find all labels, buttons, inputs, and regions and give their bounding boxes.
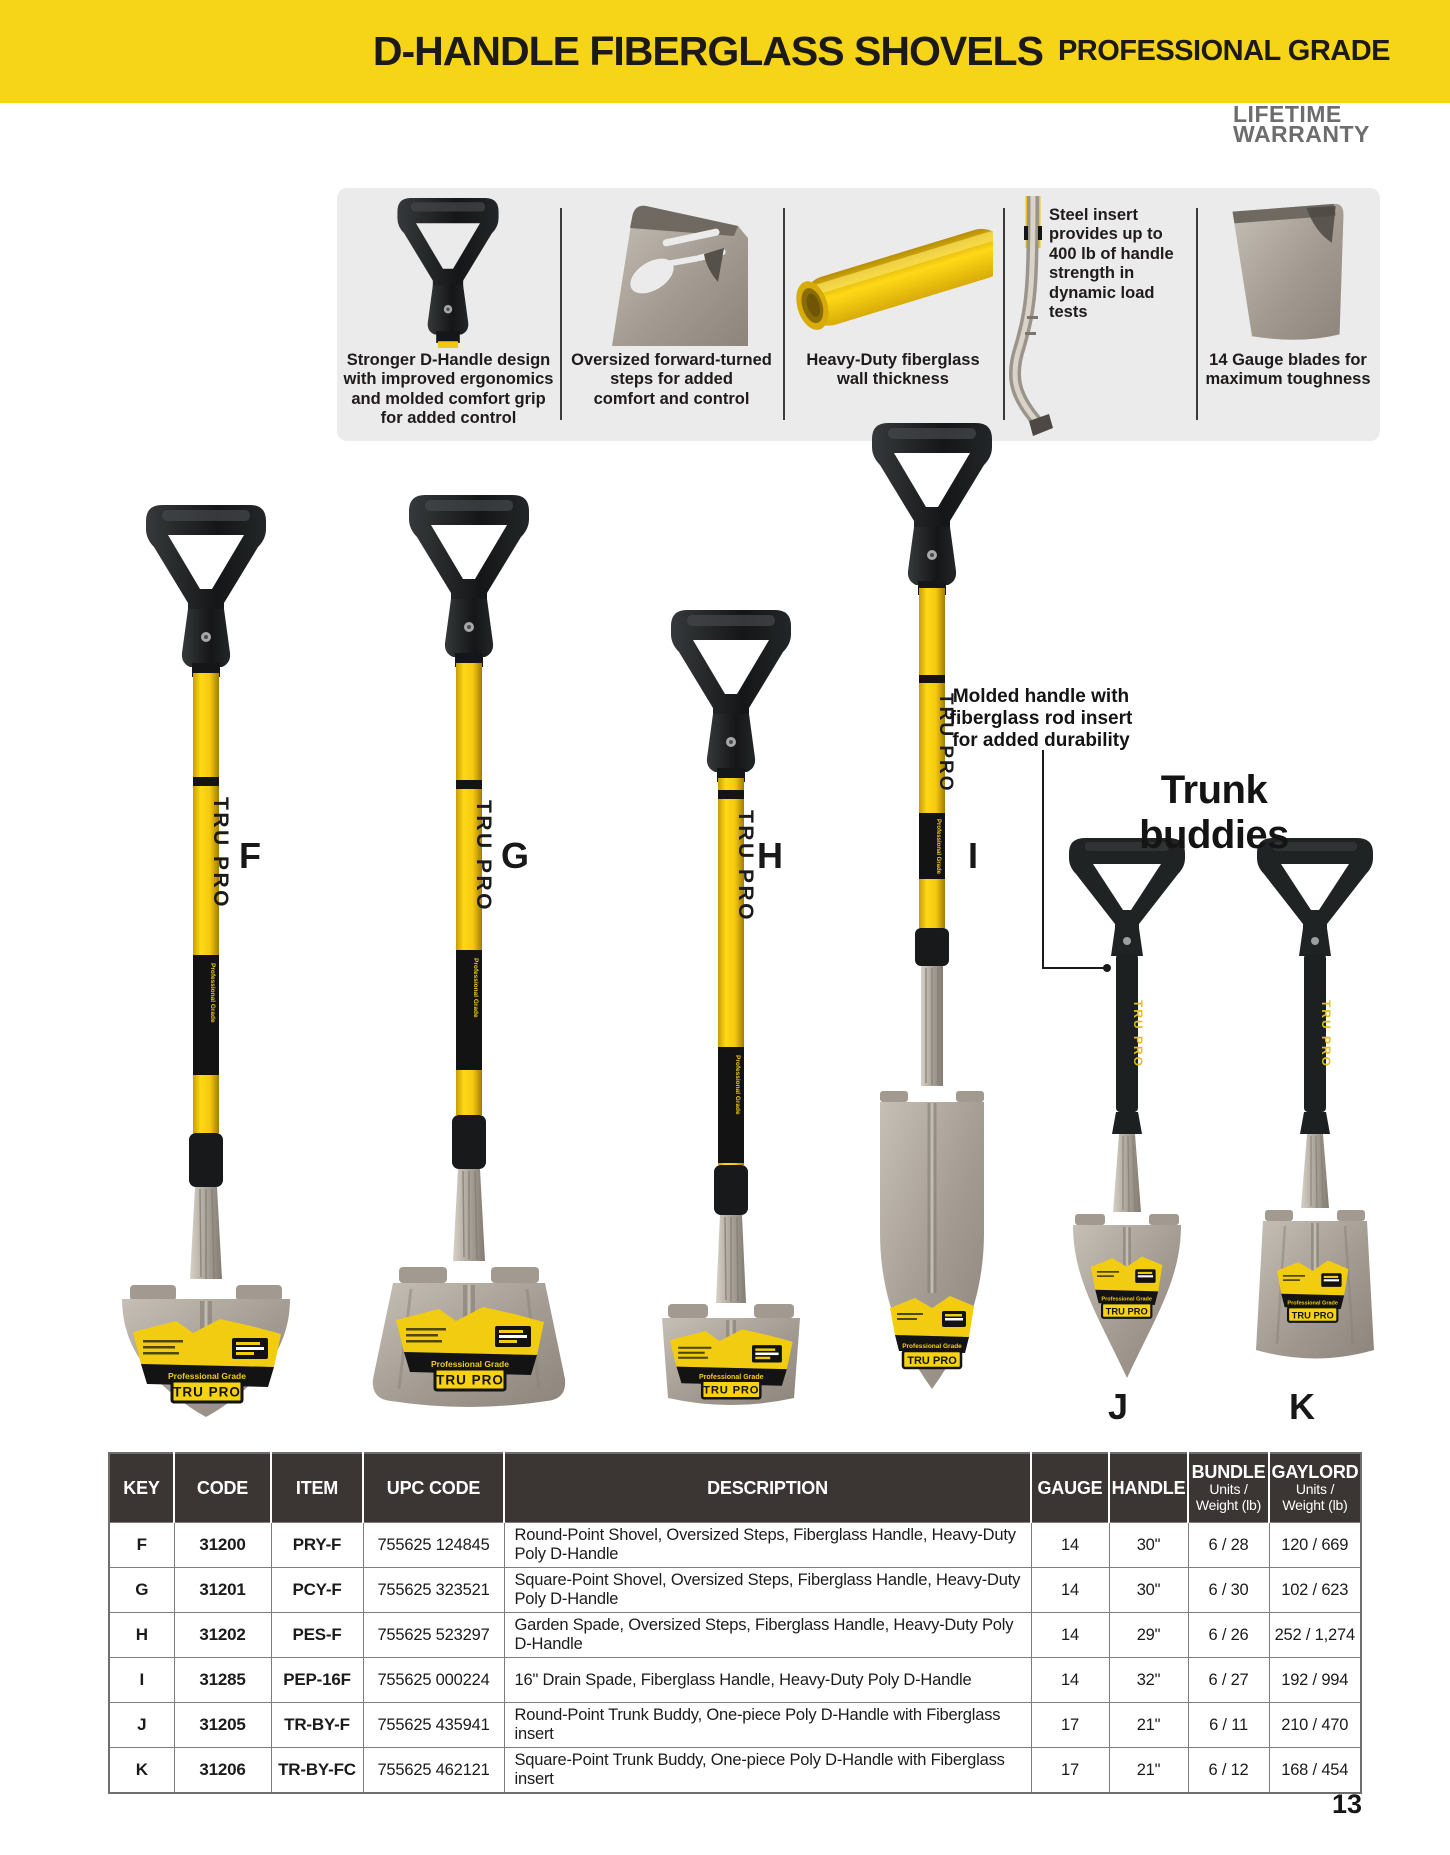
table-row xyxy=(109,1748,1361,1794)
cell-gaylord: 252 / 1,274 xyxy=(1269,1613,1361,1658)
page-number: 13 xyxy=(1332,1789,1363,1819)
cell-code: 31285 xyxy=(174,1658,271,1703)
cell-gaylord: 210 / 470 xyxy=(1269,1703,1361,1748)
feature-caption: Heavy-Duty fiberglass wall thickness xyxy=(806,351,980,389)
cell-gaylord: 120 / 669 xyxy=(1269,1523,1361,1568)
cell-handle: 21" xyxy=(1109,1748,1188,1794)
blade-square-point xyxy=(373,1267,565,1407)
fiberglass-tube-icon xyxy=(793,222,993,342)
cell-bundle: 6 / 26 xyxy=(1188,1613,1269,1658)
col-gauge: GAUGE xyxy=(1031,1453,1109,1523)
table-row xyxy=(109,1658,1361,1703)
cell-upc: 755625 523297 xyxy=(363,1613,504,1658)
shaft-brand: TRU PRO xyxy=(209,797,232,909)
cell-upc: 755625 124845 xyxy=(363,1523,504,1568)
warranty-line: LIFETIME xyxy=(1233,101,1342,127)
cell-item: PES-F xyxy=(271,1613,363,1658)
table-row xyxy=(109,1613,1361,1658)
shaft-grade: Professional Grade xyxy=(935,819,941,875)
cell-upc: 755625 000224 xyxy=(363,1658,504,1703)
steel-insert-shaft-icon xyxy=(1003,196,1055,436)
cell-key: F xyxy=(109,1523,174,1568)
cell-handle: 21" xyxy=(1109,1703,1188,1748)
blade-drain-spade xyxy=(880,1091,984,1389)
cell-bundle: 6 / 28 xyxy=(1188,1523,1269,1568)
cell-gaylord: 168 / 454 xyxy=(1269,1748,1361,1794)
shovel-g-square-point xyxy=(369,495,569,1415)
cell-code: 31205 xyxy=(174,1703,271,1748)
table-row xyxy=(109,1568,1361,1613)
page-subtitle: PROFESSIONAL GRADE xyxy=(1057,35,1390,67)
cell-item: PCY-F xyxy=(271,1568,363,1613)
cell-code: 31202 xyxy=(174,1613,271,1658)
shovel-i-drain-spade xyxy=(872,423,992,1398)
blade-round-point-small xyxy=(1073,1214,1181,1378)
shaft-brand: TRU PRO xyxy=(1319,1000,1333,1068)
shaft-brand: TRU PRO xyxy=(1131,1000,1145,1068)
cell-key: H xyxy=(109,1613,174,1658)
shovel-k-trunk-buddy-square xyxy=(1252,838,1378,1378)
blade-round-point xyxy=(122,1285,290,1417)
feature-caption: Oversized forward-turned steps for added comfort and control xyxy=(571,351,772,408)
feature-strip xyxy=(337,188,1380,441)
cell-description: Square-Point Trunk Buddy, One-piece Poly D-Handle with Fiberglass insert xyxy=(504,1748,1031,1794)
d-handle-icon xyxy=(397,198,499,348)
feature-panel-d-handle xyxy=(337,188,560,441)
cell-handle: 30" xyxy=(1109,1523,1188,1568)
cell-key: G xyxy=(109,1568,174,1613)
cell-gauge: 17 xyxy=(1031,1748,1109,1794)
cell-handle: 32" xyxy=(1109,1658,1188,1703)
key-label-h: H xyxy=(757,835,783,876)
cell-item: TR-BY-F xyxy=(271,1703,363,1748)
key-label-g: G xyxy=(500,835,530,876)
feature-panel-steel-insert xyxy=(1003,188,1196,441)
col-handle: HANDLE xyxy=(1109,1453,1188,1523)
shaft-grade: Professional Grade xyxy=(209,963,216,1023)
col-gaylord: GAYLORD Units / Weight (lb) xyxy=(1269,1453,1361,1523)
key-label-k: K xyxy=(1289,1386,1315,1427)
cell-item: PRY-F xyxy=(271,1523,363,1568)
cell-bundle: 6 / 12 xyxy=(1188,1748,1269,1794)
shaft-brand: TRU PRO xyxy=(734,810,757,922)
cell-key: J xyxy=(109,1703,174,1748)
shaft-brand: TRU PRO xyxy=(472,800,495,912)
molded-handle-annotation: Molded handle with fiberglass rod insert for added durability xyxy=(949,686,1133,751)
shovel-f-round-point xyxy=(116,505,296,1420)
feature-panel-gauge xyxy=(1196,188,1380,441)
cell-gauge: 14 xyxy=(1031,1523,1109,1568)
feature-panel-steps xyxy=(560,188,783,441)
cell-handle: 30" xyxy=(1109,1568,1188,1613)
cell-description: 16" Drain Spade, Fiberglass Handle, Heavy-Duty Poly D-Handle xyxy=(504,1658,1031,1703)
cell-key: K xyxy=(109,1748,174,1794)
feature-caption: Steel insert provides up to 400 lb of handle strength in dynamic load tests xyxy=(1049,206,1174,322)
cell-gauge: 14 xyxy=(1031,1568,1109,1613)
cell-item: TR-BY-FC xyxy=(271,1748,363,1794)
cell-code: 31206 xyxy=(174,1748,271,1794)
lifetime-warranty-badge xyxy=(1233,101,1370,147)
cell-bundle: 6 / 11 xyxy=(1188,1703,1269,1748)
blade-steps-icon xyxy=(600,196,750,346)
shaft-brand: TRU PRO xyxy=(935,693,956,793)
table-row xyxy=(109,1523,1361,1568)
cell-gauge: 17 xyxy=(1031,1703,1109,1748)
warranty-line: WARRANTY xyxy=(1233,121,1370,147)
blade-square-point-small xyxy=(1256,1210,1374,1359)
trunk-buddies-heading: Trunk buddies xyxy=(1139,768,1289,857)
feature-panel-fiberglass xyxy=(783,188,1003,441)
page-title: D-HANDLE FIBERGLASS SHOVELS xyxy=(372,28,1043,74)
cell-upc: 755625 435941 xyxy=(363,1703,504,1748)
cell-handle: 29" xyxy=(1109,1613,1188,1658)
shaft-grade: Professional Grade xyxy=(734,1055,741,1115)
cell-code: 31200 xyxy=(174,1523,271,1568)
shaft-grade: Professional Grade xyxy=(472,958,479,1018)
cell-item: PEP-16F xyxy=(271,1658,363,1703)
col-description: DESCRIPTION xyxy=(504,1453,1031,1523)
col-key: KEY xyxy=(109,1453,174,1523)
table-header-row xyxy=(109,1453,1361,1523)
key-label-i: I xyxy=(967,835,979,876)
table-row xyxy=(109,1703,1361,1748)
col-bundle: BUNDLE Units / Weight (lb) xyxy=(1188,1453,1269,1523)
cell-bundle: 6 / 30 xyxy=(1188,1568,1269,1613)
col-item: ITEM xyxy=(271,1453,363,1523)
cell-gauge: 14 xyxy=(1031,1658,1109,1703)
cell-key: I xyxy=(109,1658,174,1703)
feature-caption: 14 Gauge blades for maximum toughness xyxy=(1205,351,1371,389)
key-label-f: F xyxy=(239,835,261,876)
gauge-blade-icon xyxy=(1224,200,1352,346)
cell-description: Round-Point Shovel, Oversized Steps, Fiberglass Handle, Heavy-Duty Poly D-Handle xyxy=(504,1523,1031,1568)
cell-gauge: 14 xyxy=(1031,1613,1109,1658)
spec-table xyxy=(108,1452,1362,1794)
cell-code: 31201 xyxy=(174,1568,271,1613)
cell-upc: 755625 323521 xyxy=(363,1568,504,1613)
cell-upc: 755625 462121 xyxy=(363,1748,504,1794)
cell-description: Garden Spade, Oversized Steps, Fiberglass Handle, Heavy-Duty Poly D-Handle xyxy=(504,1613,1031,1658)
col-upc: UPC CODE xyxy=(363,1453,504,1523)
cell-description: Round-Point Trunk Buddy, One-piece Poly D-Handle with Fiberglass insert xyxy=(504,1703,1031,1748)
cell-description: Square-Point Shovel, Oversized Steps, Fiberglass Handle, Heavy-Duty Poly D-Handle xyxy=(504,1568,1031,1613)
page-header-band xyxy=(0,0,1450,103)
shovel-h-garden-spade xyxy=(651,610,811,1417)
key-label-j: J xyxy=(1107,1386,1129,1427)
blade-garden-spade xyxy=(662,1304,800,1405)
cell-gaylord: 192 / 994 xyxy=(1269,1658,1361,1703)
cell-gaylord: 102 / 623 xyxy=(1269,1568,1361,1613)
feature-caption: Stronger D-Handle design with improved ergonomics and molded comfort grip for added control xyxy=(343,351,554,428)
cell-bundle: 6 / 27 xyxy=(1188,1658,1269,1703)
col-code: CODE xyxy=(174,1453,271,1523)
